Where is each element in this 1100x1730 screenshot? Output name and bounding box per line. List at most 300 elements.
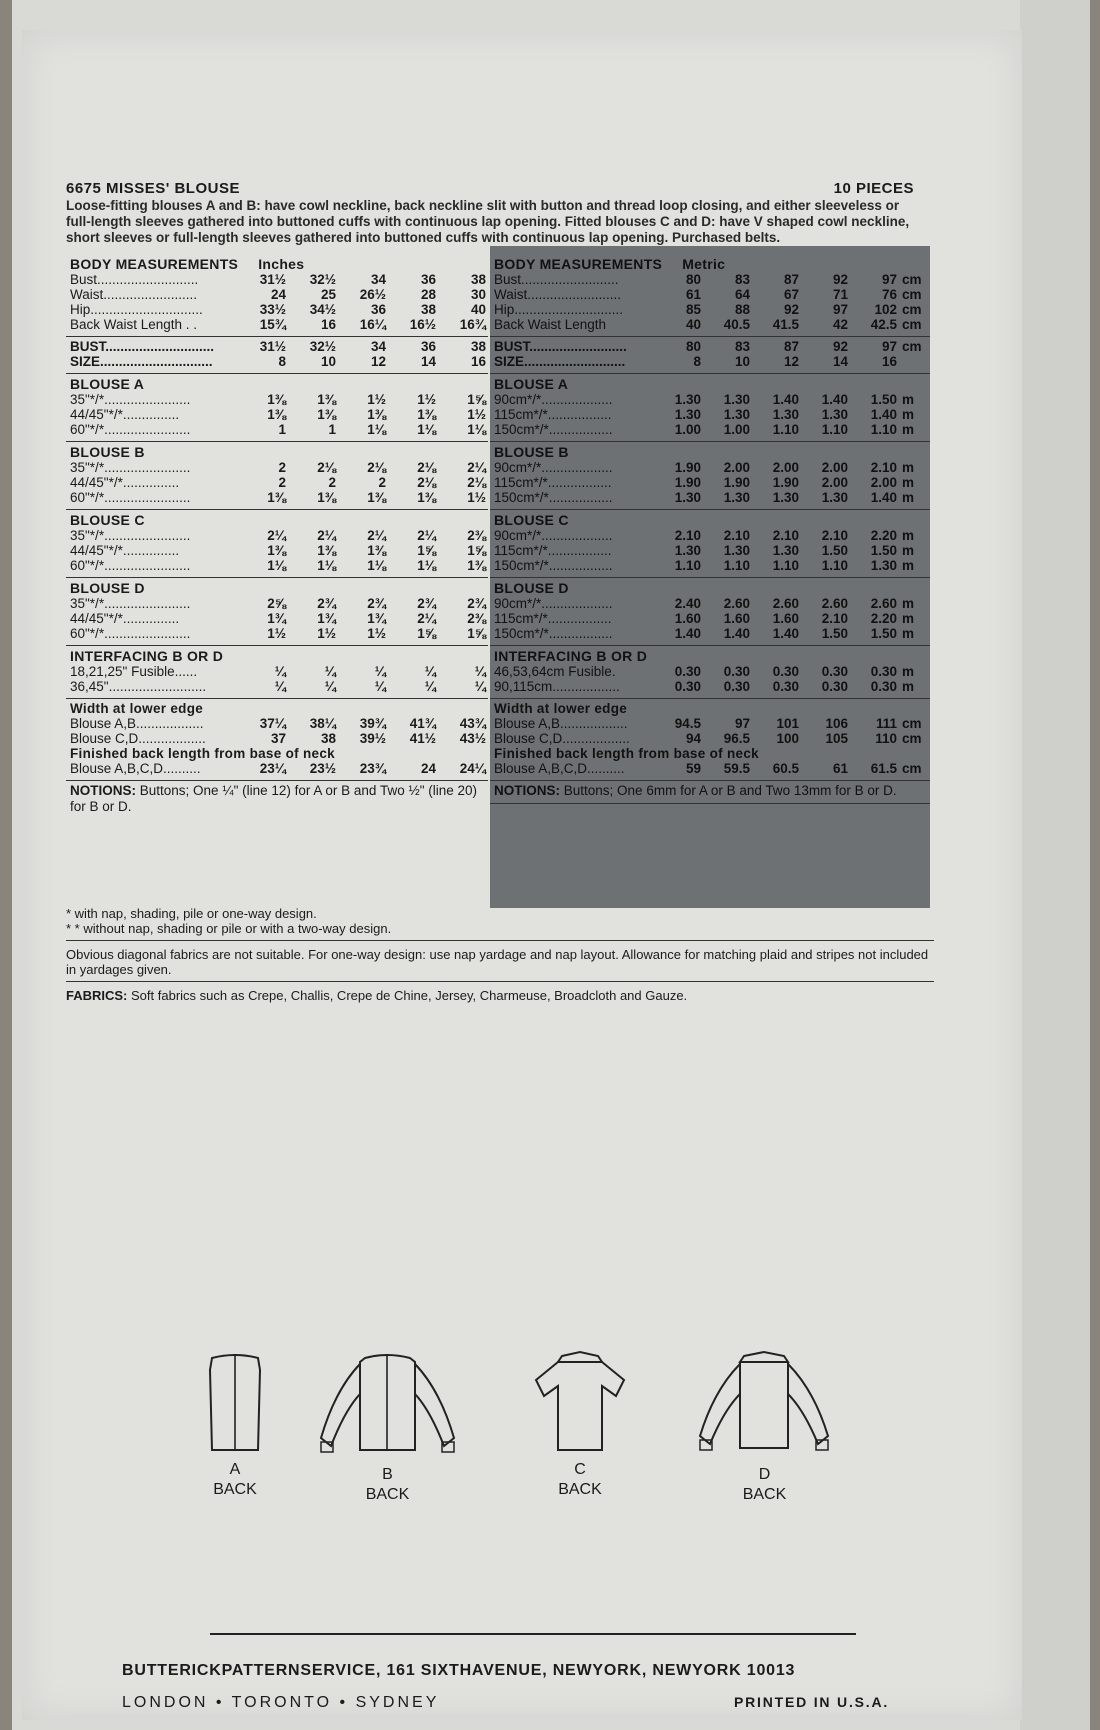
metric-row-value: 40.5 [723,317,750,332]
metric-body-title-text: BODY MEASUREMENTS [494,256,663,272]
metric-row-unit: cm [902,731,922,746]
metric-row-value: 0.30 [723,679,750,694]
imperial-blouse_a-title-text: BLOUSE A [70,376,145,392]
note-without-nap: * * without nap, shading or pile or with a two-way design. [66,921,392,936]
metric-blouse_d-title [494,580,926,596]
imperial-blouse_a-title [70,376,484,392]
metric-row-value: 0.30 [870,679,897,694]
imperial-width-row [70,716,484,731]
imperial-row-value: 2¼ [317,528,336,543]
imperial-row-value: 43½ [459,731,486,746]
imperial-row-label: 60"*/*....................... [70,626,191,641]
imperial-row-value: 1⅜ [267,407,286,422]
metric-section-width-finished [490,699,930,781]
imperial-section-width-finished [66,699,488,781]
imperial-width-title-text: Width at lower edge [70,701,204,716]
imperial-row-value: ¼ [324,664,336,679]
view-a-label: BACK [213,1481,257,1498]
imperial-row-value: 2¼ [417,611,436,626]
imperial-row-value: 40 [470,302,486,317]
imperial-row-value: 34½ [309,302,336,317]
metric-row-label: 150cm*/*................. [494,558,613,573]
imperial-row-label: 60"*/*....................... [70,490,191,505]
metric-row-value: 0.30 [674,664,701,679]
metric-row-value: 67 [783,287,799,302]
imperial-section-blouse_b [66,442,488,510]
metric-row-value: 97 [881,272,897,287]
metric-notions [490,781,930,804]
metric-row-value: 1.40 [772,392,799,407]
metric-width-title-text: Width at lower edge [494,701,628,716]
metric-row-value: 61 [832,761,848,776]
imperial-row-value: 1⅛ [417,422,436,437]
metric-row-value: 1.90 [674,475,701,490]
imperial-row-label: 60"*/*....................... [70,422,191,437]
metric-row-unit: m [902,460,915,475]
imperial-row-label: 44/45"*/*............... [70,475,180,490]
metric-blouse_b-row [494,460,926,475]
imperial-row-value: 1½ [367,392,386,407]
imperial-blouse_b-row [70,475,484,490]
metric-row-value: 2.10 [772,528,799,543]
imperial-row-value: 38 [470,339,486,354]
imperial-blouse_a-row [70,392,484,407]
metric-blouse_c-title-text: BLOUSE C [494,512,569,528]
metric-row-value: 1.50 [821,543,848,558]
metric-row-value: 2.10 [723,528,750,543]
imperial-row-value: 31½ [259,339,286,354]
imperial-row-value: ¼ [374,679,386,694]
metric-blouse_a-row [494,407,926,422]
imperial-width-title [70,701,484,716]
imperial-finished-title [70,746,484,761]
metric-width-row [494,716,926,731]
metric-row-value: 14 [832,354,848,369]
metric-row-value: 1.30 [870,558,897,573]
imperial-blouse_b-title [70,444,484,460]
imperial-row-value: 1¾ [317,611,336,626]
metric-row-value: 0.30 [821,679,848,694]
imperial-row-label: 35"*/*....................... [70,460,191,475]
metric-row-label: Bust.......................... [494,272,619,287]
imperial-row-value: 38 [420,302,436,317]
imperial-row-value: 1⅜ [267,490,286,505]
metric-row-value: 1.30 [674,407,701,422]
metric-blouse_c-row [494,558,926,573]
metric-row-value: 0.30 [674,679,701,694]
metric-body-title [494,256,926,272]
metric-row-value: 92 [783,302,799,317]
metric-row-value: 2.00 [870,475,897,490]
metric-row-label: 90,115cm.................. [494,679,620,694]
imperial-row-label: Blouse A,B.................. [70,716,204,731]
metric-row-value: 1.40 [821,392,848,407]
metric-interfacing-row [494,664,926,679]
imperial-row-value: 1¾ [367,611,386,626]
metric-row-unit: cm [902,716,922,731]
metric-blouse_b-title-text: BLOUSE B [494,444,569,460]
imperial-body-row [70,302,484,317]
imperial-row-value: ¼ [274,664,286,679]
metric-row-value: 1.30 [723,407,750,422]
metric-row-unit: m [902,679,915,694]
imperial-row-value: 1⅝ [467,392,486,407]
metric-row-value: 1.60 [674,611,701,626]
metric-row-value: 59.5 [723,761,750,776]
metric-row-value: 1.30 [674,543,701,558]
metric-row-value: 1.30 [772,407,799,422]
metric-row-unit: m [902,558,915,573]
metric-row-unit: cm [902,272,922,287]
view-a-back [200,1350,270,1500]
metric-row-label: Blouse A,B,C,D.......... [494,761,625,776]
imperial-row-value: 39½ [359,731,386,746]
metric-blouse_d-title-text: BLOUSE D [494,580,569,596]
metric-row-label: 90cm*/*................... [494,528,613,543]
metric-row-value: 61 [685,287,701,302]
imperial-row-label: SIZE.............................. [70,354,213,369]
metric-row-value: 1.90 [723,475,750,490]
metric-row-value: 106 [825,716,848,731]
imperial-row-value: 2¾ [417,596,436,611]
imperial-row-label: 44/45"*/*............... [70,407,180,422]
yardage-tables [66,254,934,900]
metric-blouse_a-row [494,392,926,407]
imperial-row-value: 1⅜ [417,407,436,422]
metric-row-value: 94 [685,731,701,746]
imperial-row-value: 14 [420,354,436,369]
metric-row-unit: cm [902,339,922,354]
imperial-row-value: 1⅝ [467,626,486,641]
imperial-size-row [70,339,484,354]
imperial-row-value: 1⅜ [367,543,386,558]
metric-row-value: 41.5 [772,317,799,332]
imperial-row-value: 2 [278,460,286,475]
imperial-row-value: 41¾ [409,716,436,731]
metric-row-value: 97 [734,716,750,731]
metric-row-label: 90cm*/*................... [494,596,613,611]
metric-row-value: 97 [881,339,897,354]
imperial-blouse_a-row [70,407,484,422]
imperial-row-label: Waist......................... [70,287,198,302]
metric-row-value: 12 [783,354,799,369]
metric-section-blouse_d [490,578,930,646]
metric-row-value: 85 [685,302,701,317]
title-row [66,180,934,200]
imperial-section-body [66,254,488,337]
metric-row-value: 2.10 [870,460,897,475]
metric-row-value: 2.40 [674,596,701,611]
metric-row-label: Waist......................... [494,287,622,302]
metric-row-value: 2.60 [723,596,750,611]
imperial-row-value: 16¼ [359,317,386,332]
metric-row-value: 1.00 [723,422,750,437]
imperial-row-value: 2 [278,475,286,490]
pattern-info-sheet [66,180,934,1004]
metric-row-label: Back Waist Length [494,317,607,332]
imperial-section-blouse_d [66,578,488,646]
imperial-row-value: 41½ [409,731,436,746]
metric-row-value: 1.40 [870,490,897,505]
metric-row-value: 1.90 [674,460,701,475]
metric-blouse_a-title [494,376,926,392]
metric-blouse_c-row [494,543,926,558]
metric-row-value: 1.30 [723,392,750,407]
imperial-row-label: 18,21,25" Fusible...... [70,664,198,679]
metric-row-value: 102 [874,302,897,317]
nap-notes [66,906,934,941]
pattern-title: 6675 MISSES' BLOUSE [66,180,240,197]
metric-row-unit: m [902,422,915,437]
imperial-row-value: 1⅜ [317,392,336,407]
metric-row-value: 0.30 [723,664,750,679]
imperial-body-row [70,317,484,332]
imperial-row-value: 16 [320,317,336,332]
metric-row-unit: m [902,626,915,641]
metric-finished-title-text: Finished back length from base of neck [494,746,759,761]
imperial-row-value: ¼ [474,664,486,679]
view-d-letter: D [758,1466,771,1483]
metric-section-size [490,337,930,374]
imperial-row-value: 34 [370,339,386,354]
imperial-blouse_c-row [70,558,484,573]
imperial-blouse_d-title [70,580,484,596]
metric-body-row [494,287,926,302]
imperial-row-value: 1½ [267,626,286,641]
metric-row-value: 1.50 [870,626,897,641]
imperial-row-value: 1⅛ [417,558,436,573]
imperial-row-value: 23½ [309,761,336,776]
metric-row-value: 42 [832,317,848,332]
imperial-row-value: 2⅜ [467,528,486,543]
metric-row-value: 110 [875,731,897,746]
metric-row-unit: m [902,528,915,543]
metric-row-label: SIZE........................... [494,354,626,369]
metric-row-value: 1.50 [870,543,897,558]
metric-row-value: 71 [832,287,848,302]
metric-row-label: 115cm*/*................. [494,611,612,626]
metric-row-value: 1.00 [674,422,701,437]
metric-width-row [494,731,926,746]
imperial-row-value: 1⅛ [367,422,386,437]
metric-row-value: 2.00 [723,460,750,475]
metric-row-value: 83 [734,272,750,287]
metric-finished-row [494,761,926,776]
metric-row-value: 1.30 [723,543,750,558]
imperial-row-value: 2¼ [267,528,286,543]
metric-row-value: 87 [783,272,799,287]
metric-row-value: 16 [881,354,897,369]
imperial-row-value: ¼ [324,679,336,694]
imperial-notions-text: Buttons; One ¼" (line 12) for A or B and Two ½" (line 20) for B or D. [70,783,478,814]
metric-notions-text: Buttons; One 6mm for A or B and Two 13mm for B or D. [563,783,897,798]
imperial-row-label: 60"*/*....................... [70,558,191,573]
metric-row-value: 40 [685,317,701,332]
imperial-blouse_d-row [70,611,484,626]
imperial-table [66,254,488,819]
imperial-row-value: 2¾ [317,596,336,611]
imperial-body-title [70,256,484,272]
metric-row-label: 115cm*/*................. [494,475,612,490]
publisher-cities: LONDON • TORONTO • SYDNEY [122,1694,440,1711]
blouse-a-back-drawing [200,1350,270,1460]
blouse-c-back-drawing [530,1350,630,1460]
metric-size-row [494,339,926,354]
metric-row-unit: m [902,664,915,679]
metric-row-value: 1.30 [772,490,799,505]
view-b-label: BACK [365,1486,410,1503]
imperial-row-value: 1⅜ [267,392,286,407]
imperial-row-value: 31½ [259,272,286,287]
metric-row-value: 1.50 [870,392,897,407]
back-views [180,1350,860,1520]
imperial-row-value: 34 [370,272,386,287]
metric-row-unit: m [902,490,915,505]
imperial-row-value: 1½ [367,626,386,641]
metric-row-value: 2.20 [870,611,897,626]
metric-section-interfacing [490,646,930,699]
imperial-blouse_a-row [70,422,484,437]
imperial-blouse_c-title [70,512,484,528]
imperial-row-value: 38 [470,272,486,287]
imperial-blouse_d-row [70,596,484,611]
imperial-blouse_b-title-text: BLOUSE B [70,444,145,460]
imperial-interfacing-title [70,648,484,664]
metric-row-label: 46,53,64cm Fusible. [494,664,616,679]
metric-row-value: 83 [734,339,750,354]
view-d-back [692,1350,837,1505]
imperial-row-value: 1 [278,422,286,437]
metric-unit-label: Metric [682,256,726,272]
imperial-section-blouse_c [66,510,488,578]
imperial-row-value: 2⅜ [467,611,486,626]
imperial-row-value: 1⅜ [317,543,336,558]
imperial-row-value: 28 [420,287,436,302]
imperial-row-value: 2⅛ [417,475,436,490]
imperial-blouse_c-title-text: BLOUSE C [70,512,145,528]
imperial-interfacing-row [70,664,484,679]
imperial-interfacing-row [70,679,484,694]
metric-row-label: BUST.......................... [494,339,627,354]
imperial-row-value: 37¼ [259,716,286,731]
imperial-row-value: 2 [328,475,336,490]
metric-row-value: 101 [776,716,799,731]
metric-row-value: 1.60 [723,611,750,626]
imperial-row-value: 33½ [259,302,286,317]
metric-row-value: 0.30 [821,664,848,679]
imperial-row-value: 12 [370,354,386,369]
metric-row-unit: cm [902,287,922,302]
metric-row-value: 2.60 [870,596,897,611]
imperial-row-value: ¼ [474,679,486,694]
imperial-row-value: 23¾ [359,761,386,776]
imperial-row-value: 2⅛ [367,460,386,475]
metric-blouse_c-title [494,512,926,528]
imperial-body-row [70,272,484,287]
metric-row-unit: m [902,392,915,407]
metric-row-unit: cm [902,317,922,332]
imperial-row-value: 2⅛ [317,460,336,475]
imperial-row-value: 1½ [467,490,486,505]
metric-blouse_c-row [494,528,926,543]
metric-row-value: 1.30 [772,543,799,558]
metric-row-value: 92 [832,272,848,287]
fabrics-text: Soft fabrics such as Crepe, Challis, Crepe de Chine, Jersey, Charmeuse, Broadcloth and Gauze. [131,988,688,1003]
imperial-row-value: 10 [320,354,336,369]
imperial-row-value: 36 [370,302,386,317]
metric-row-label: 90cm*/*................... [494,392,613,407]
imperial-row-value: 16 [470,354,486,369]
imperial-notions-label: NOTIONS: [70,783,136,798]
imperial-row-value: 24 [420,761,436,776]
metric-row-value: 10 [734,354,750,369]
metric-width-title [494,701,926,716]
printed-in: PRINTED IN U.S.A. [734,1694,890,1710]
imperial-row-value: 26½ [359,287,386,302]
imperial-row-value: 1⅜ [317,490,336,505]
imperial-finished-title-text: Finished back length from base of neck [70,746,335,761]
view-a-letter: A [229,1461,241,1478]
metric-row-value: 94.5 [674,716,701,731]
metric-row-value: 92 [832,339,848,354]
metric-row-value: 1.60 [772,611,799,626]
metric-row-value: 1.10 [772,558,799,573]
imperial-row-value: 16¾ [459,317,486,332]
imperial-row-value: 1½ [467,407,486,422]
metric-row-value: 1.90 [772,475,799,490]
imperial-row-value: 43¾ [459,716,486,731]
imperial-row-value: 2¼ [417,528,436,543]
metric-row-value: 1.10 [821,422,848,437]
metric-section-blouse_c [490,510,930,578]
imperial-row-label: Blouse A,B,C,D.......... [70,761,201,776]
metric-row-value: 76 [881,287,897,302]
view-b-back [315,1350,460,1505]
metric-row-unit: cm [902,761,922,776]
metric-row-value: 2.20 [870,528,897,543]
imperial-unit-label: Inches [258,256,305,272]
imperial-row-value: 2¾ [367,596,386,611]
imperial-row-value: ¼ [424,679,436,694]
imperial-row-value: 2¼ [367,528,386,543]
metric-row-value: 80 [685,339,701,354]
metric-table [490,246,930,908]
imperial-row-label: Hip.............................. [70,302,203,317]
metric-row-unit: m [902,475,915,490]
metric-body-row [494,302,926,317]
metric-row-value: 1.30 [821,407,848,422]
imperial-row-value: 2⅛ [467,475,486,490]
metric-row-label: Blouse A,B.................. [494,716,628,731]
imperial-interfacing-title-text: INTERFACING B OR D [70,648,224,664]
imperial-row-value: 2⅛ [417,460,436,475]
metric-row-value: 80 [685,272,701,287]
metric-row-value: 61.5 [870,761,897,776]
imperial-row-value: 1⅜ [267,543,286,558]
imperial-row-value: 2 [378,475,386,490]
metric-row-value: 2.00 [821,460,848,475]
metric-row-value: 1.30 [674,392,701,407]
fabrics-line [66,982,934,1004]
metric-row-label: 150cm*/*................. [494,490,613,505]
metric-row-label: 115cm*/*................. [494,407,612,422]
metric-row-value: 1.10 [870,422,897,437]
imperial-row-value: 36 [420,339,436,354]
metric-row-value: 42.5 [870,317,897,332]
imperial-section-size [66,337,488,374]
imperial-row-value: ¼ [374,664,386,679]
imperial-row-value: 15¾ [259,317,286,332]
